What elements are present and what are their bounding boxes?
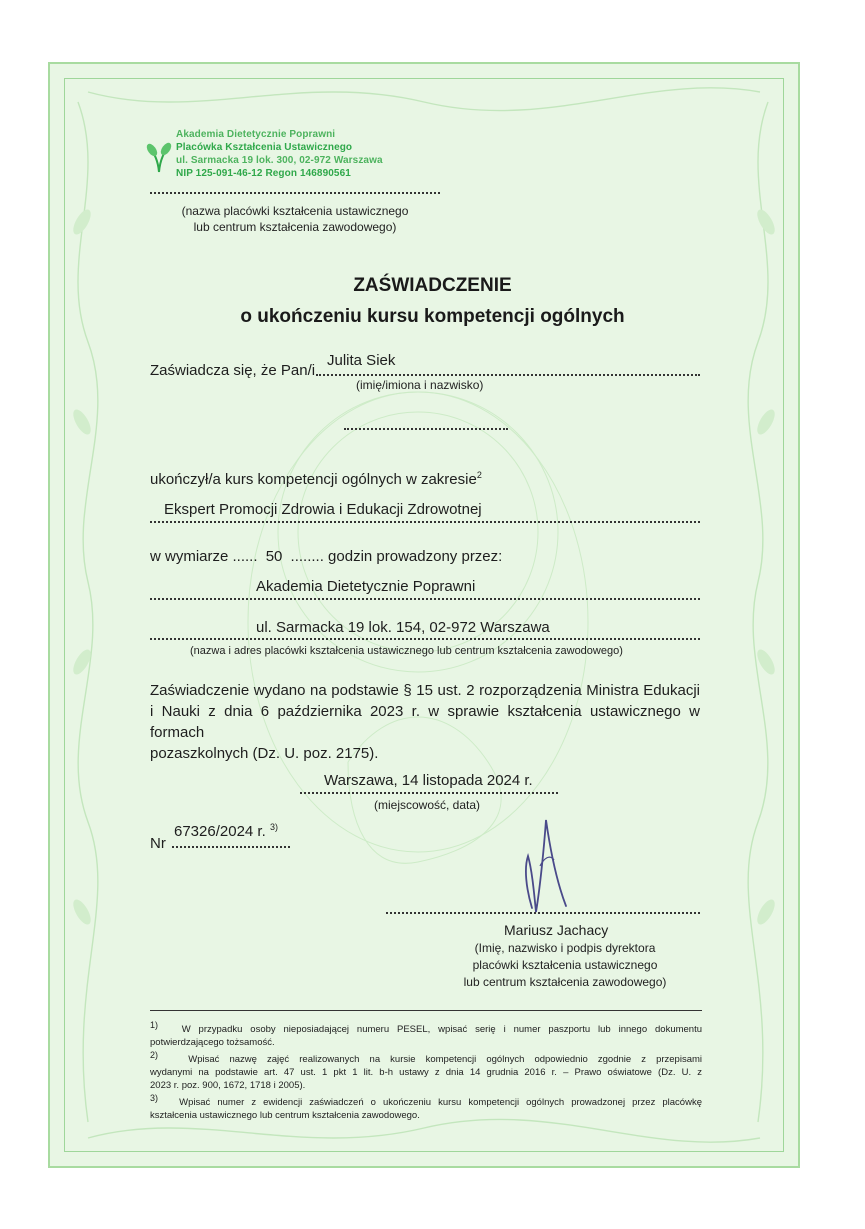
footnote-1-line-2: potwierdzającego tożsamość. [150,1037,275,1049]
hours-suffix: ........ godzin prowadzony przez: [290,548,503,565]
place-date-dots [300,792,558,794]
stamp-line-1: Akademia Dietetycznie Poprawni [176,129,336,140]
nr-dots [172,846,290,848]
hours-prefix: w wymiarze ...... [150,548,258,565]
footnote-1-mark: 1) [150,1020,159,1030]
footnote-2-line-2: wydanymi na podstawie art. 47 ust. 1 pkt 1 lit. b-h ustawy z dnia 14 grudnia 2016 r. – Prawo oświatowe (Dz. U. z [150,1067,702,1079]
legal-basis-line-1: Zaświadczenie wydano na podstawie § 15 ust. 2 rozporządzenia Ministra Edukacji [150,682,700,699]
provider-address: ul. Sarmacka 19 lok. 154, 02-972 Warszawa [256,619,550,636]
footnote-2-text: Wpisać nazwę zajęć realizowanych na kursie kompetencji ogólnych odpowiednio zgodnie z przepisami [188,1054,702,1066]
provider-address-dots [150,638,700,640]
page-title: ZAŚWIADCZENIE [353,275,512,296]
provider-caption: (nazwa i adres placówki kształcenia ustawicznego lub centrum kształcenia zawodowego) [190,645,623,657]
footnote-3-mark: 3) [150,1093,159,1104]
footnote-separator [150,1010,702,1011]
certify-label: Zaświadcza się, że Pan/i [150,362,316,379]
stamp-line-4: NIP 125-091-46-12 Regon 146890561 [176,168,351,179]
completed-label [150,470,482,488]
id-dots [344,428,508,430]
provider-name: Akademia Dietetycznie Poprawni [256,578,476,595]
footnote-3-line-2: kształcenia ustawicznego lub centrum kształcenia zawodowego. [150,1110,420,1122]
footnote-2-line-3: 2023 r. poz. 900, 1672, 1718 i 2005). [150,1080,306,1092]
name-dots [316,374,700,376]
institution-caption-line-1: (nazwa placówki kształcenia ustawicznego [181,204,409,218]
signature-mark [510,808,590,920]
footnote-1-text: W przypadku osoby nieposiadającej numeru PESEL, wpisać serię i numer paszportu lub innego dokumentu [181,1024,703,1036]
director-caption-line-3: lub centrum kształcenia zawodowego) [463,975,667,989]
footnotes [150,1019,702,1122]
director-caption-line-1: (Imię, nazwisko i podpis dyrektora [474,941,656,955]
director-name: Mariusz Jachacy [504,922,609,938]
person-name: Julita Siek [327,352,396,369]
completed-sup: 2 [476,470,482,480]
footnote-1-line-1 [150,1019,702,1036]
hours-line [150,548,502,565]
place-date: Warszawa, 14 listopada 2024 r. [324,772,533,789]
nr-label: Nr [150,835,166,852]
institution-caption-line-2: lub centrum kształcenia zawodowego) [193,220,397,234]
director-caption [430,940,700,991]
leaf-logo-icon [146,140,172,174]
course-scope: Ekspert Promocji Zdrowia i Edukacji Zdrowotnej [164,501,482,518]
provider-name-dots [150,598,700,600]
institution-caption [150,203,440,235]
nr-sup: 3) [269,822,278,832]
place-date-caption: (miejscowość, data) [374,798,481,812]
stamp-line-2: Placówka Kształcenia Ustawicznego [176,142,353,153]
director-caption-line-2: placówki kształcenia ustawicznego [472,958,658,972]
completed-label-text: ukończył/a kurs kompetencji ogólnych w zakresie [150,471,477,488]
footnote-2-mark: 2) [150,1050,159,1061]
page-subtitle: o ukończeniu kursu kompetencji ogólnych [240,306,625,327]
stamp-line-3: ul. Sarmacka 19 lok. 300, 02-972 Warszawa [176,155,383,166]
footnote-3-line-1 [150,1092,702,1109]
nr-value-wrap [174,822,278,840]
course-dots [150,521,700,523]
hours-value: 50 [265,548,283,565]
nr-value: 67326/2024 r. [174,823,266,840]
legal-basis [150,680,700,764]
signature-dots [386,912,700,914]
institution-stamp [176,128,383,180]
institution-dots [150,192,440,194]
footnote-3-text: Wpisać numer z ewidencji zaświadczeń o ukończeniu kursu kompetencji ogólnych prowadzonej przez placówkę [179,1097,702,1109]
legal-basis-line-3: pozaszkolnych (Dz. U. poz. 2175). [150,745,379,762]
name-caption: (imię/imiona i nazwisko) [356,378,484,392]
legal-basis-line-2: i Nauki z dnia 6 października 2023 r. w sprawie kształcenia ustawicznego w formach [150,703,700,741]
footnote-2-line-1 [150,1049,702,1066]
